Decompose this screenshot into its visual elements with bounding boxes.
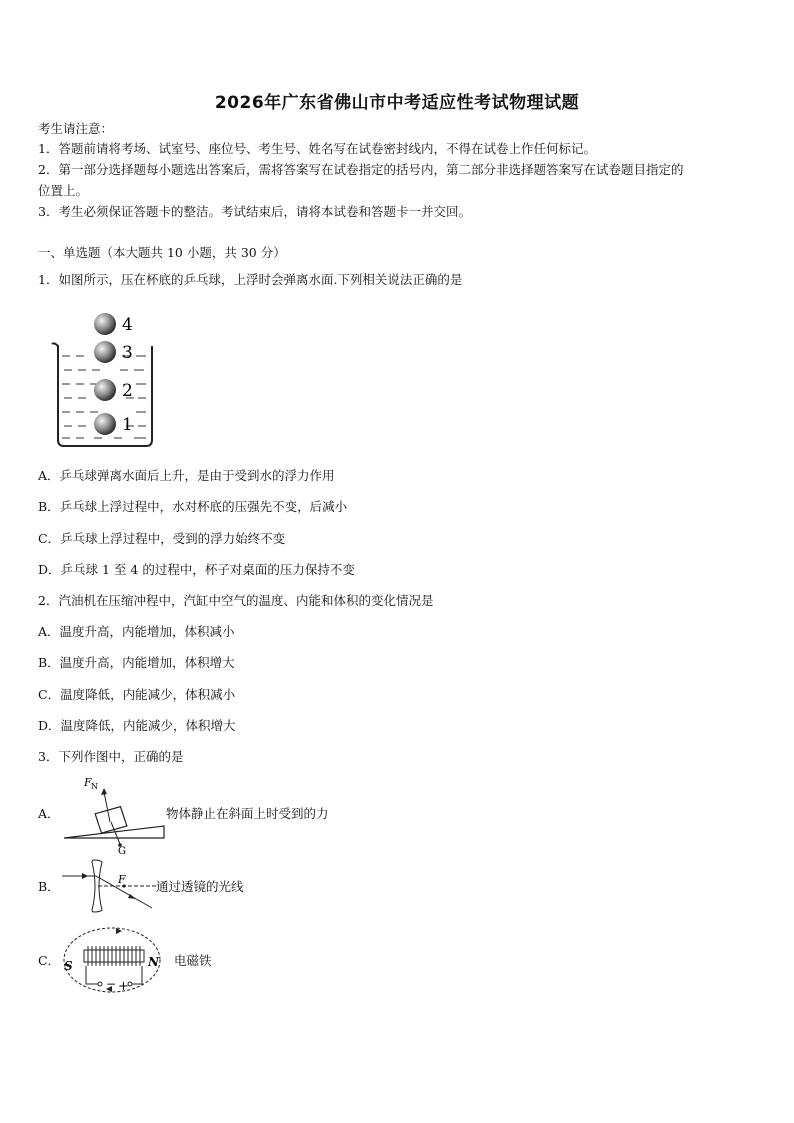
ball-3 <box>94 341 116 363</box>
q3-stem: 3．下列作图中，正确的是 <box>38 749 184 764</box>
coil-windings <box>88 946 140 966</box>
q3-option-b-caption: 通过透镜的光线 <box>156 879 244 894</box>
q2-option-b: B．温度升高，内能增加，体积增大 <box>38 655 235 670</box>
q1-stem: 1．如图所示，压在杯底的乒乓球，上浮时会弹离水面.下列相关说法正确的是 <box>38 272 463 287</box>
q2-option-a: A．温度升高，内能增加，体积减小 <box>38 624 235 639</box>
gravity-arrow <box>111 822 120 844</box>
iron-core <box>84 950 144 962</box>
ball-label-2: 2 <box>122 381 133 401</box>
ball-2 <box>94 379 116 401</box>
page-title: 2026年广东省佛山市中考适应性考试物理试题 <box>214 93 580 113</box>
minus-label: − <box>106 977 117 991</box>
plus-label: + <box>118 979 129 994</box>
q1-option-a: A．乒乓球弹离水面后上升，是由于受到水的浮力作用 <box>38 468 335 483</box>
q3-b-lens-figure <box>62 856 162 918</box>
notice-heading: 考生请注意： <box>38 121 114 136</box>
q3-c-electromagnet-figure <box>62 920 178 1002</box>
ball-4 <box>94 313 116 335</box>
ball-label-3: 3 <box>122 343 133 363</box>
focus-label: F <box>118 873 126 886</box>
q3-option-b-letter: B． <box>38 879 60 894</box>
q2-option-d: D．温度降低，内能减少，体积增大 <box>38 718 236 733</box>
south-pole-label: S <box>64 959 73 973</box>
section-heading: 一、单选题（本大题共 10 小题，共 30 分） <box>38 245 286 260</box>
ball-label-1: 1 <box>122 415 133 435</box>
q1-option-d: D．乒乓球 1 至 4 的过程中，杯子对桌面的压力保持不变 <box>38 562 355 577</box>
normal-force-arrow <box>104 792 110 822</box>
q2-option-c: C．温度降低，内能减少，体积减小 <box>38 687 236 702</box>
notice-item-1: 1．答题前请将考场、试室号、座位号、考生号、姓名写在试卷密封线内，不得在试卷上作任何标记。 <box>38 141 596 156</box>
ball-1 <box>94 413 116 435</box>
q1-option-c: C．乒乓球上浮过程中，受到的浮力始终不变 <box>38 531 286 546</box>
g-label: G <box>118 846 126 857</box>
notice-item-2-line-2: 位置上。 <box>38 183 89 198</box>
incline <box>64 826 164 838</box>
circuit-wire <box>86 966 98 984</box>
north-pole-label: N <box>148 955 159 969</box>
q1-option-b: B．乒乓球上浮过程中，水对杯底的压强先不变，后减小 <box>38 499 348 514</box>
fn-label: F <box>84 776 92 789</box>
block <box>95 806 128 833</box>
q3-option-c-caption: 电磁铁 <box>174 953 212 968</box>
notice-item-3: 3．考生必须保证答题卡的整洁。考试结束后，请将本试卷和答题卡一并交回。 <box>38 204 471 219</box>
fn-subscript: N <box>91 782 98 791</box>
q3-option-a-letter: A． <box>38 806 60 821</box>
notice-item-2-line-1: 2．第一部分选择题每小题选出答案后，需将答案写在试卷指定的括号内，第二部分非选择题答案写在试卷题目指定的 <box>38 162 684 177</box>
ball-label-4: 4 <box>122 315 133 335</box>
q3-option-c-letter: C． <box>38 953 61 968</box>
q1-beaker-figure <box>50 308 170 450</box>
q2-stem: 2．汽油机在压缩冲程中，汽缸中空气的温度、内能和体积的变化情况是 <box>38 593 434 608</box>
q3-option-a-caption: 物体静止在斜面上时受到的力 <box>166 806 329 821</box>
q3-a-incline-figure <box>60 770 170 860</box>
